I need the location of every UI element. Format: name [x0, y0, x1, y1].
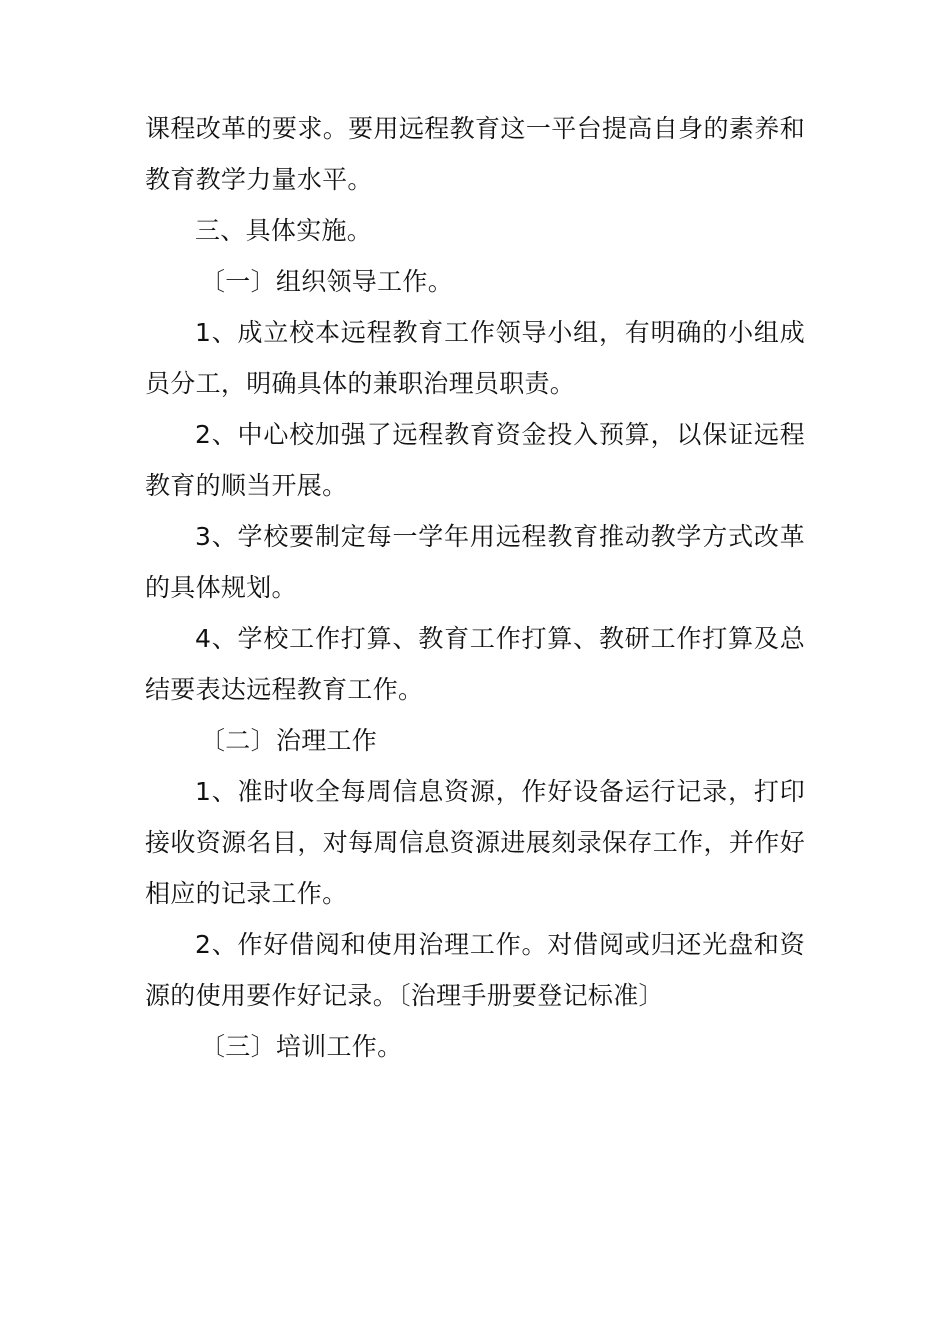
subheading-management: 〔二〕治理工作 — [200, 726, 378, 755]
list-item: 2、作好借阅和使用治理工作。对借阅或归还光盘和资源的使用要作好记录。〔治理手册要登记标准〕 — [145, 930, 805, 1010]
list-item: 2、中心校加强了远程教育资金投入预算，以保证远程教育的顺当开展。 — [145, 420, 805, 500]
paragraph-continuation: 课程改革的要求。要用远程教育这一平台提高自身的素养和教育教学力量水平。 — [145, 114, 805, 194]
list-item: 3、学校要制定每一学年用远程教育推动教学方式改革的具体规划。 — [145, 522, 805, 602]
subheading-training: 〔三〕培训工作。 — [200, 1032, 403, 1061]
subheading-organization: 〔一〕组织领导工作。 — [200, 267, 454, 296]
list-item: 1、准时收全每周信息资源，作好设备运行记录，打印接收资源名目，对每周信息资源进展刻录保存工作，并作好相应的记录工作。 — [145, 777, 805, 908]
list-item: 1、成立校本远程教育工作领导小组，有明确的小组成员分工，明确具体的兼职治理员职责。 — [145, 318, 805, 398]
list-item: 4、学校工作打算、教育工作打算、教研工作打算及总结要表达远程教育工作。 — [145, 624, 805, 704]
heading-section-three: 三、具体实施。 — [195, 216, 373, 245]
document-body — [145, 103, 805, 1072]
